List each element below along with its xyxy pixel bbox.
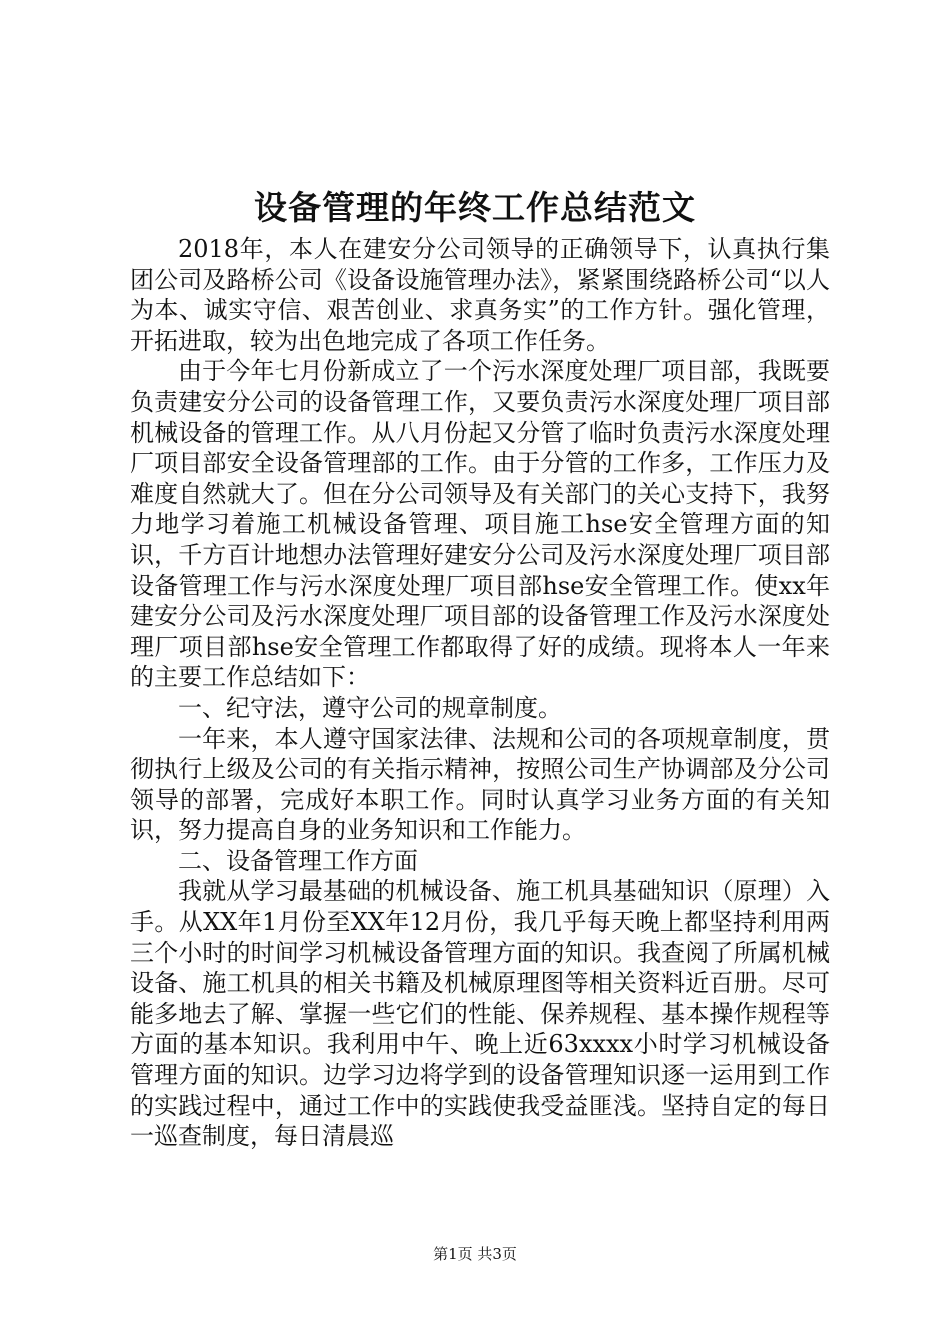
section-heading-discipline: 一、纪守法，遵守公司的规章制度。 — [178, 693, 562, 722]
document-title: 设备管理的年终工作总结范文 — [254, 188, 696, 227]
paragraph-discipline: 一年来，本人遵守国家法律、法规和公司的各项规章制度，贯彻执行上级及公司的有关指示精神，按照公司生产协调部及分公司领导的部署，完成好本职工作。同时认真学习业务方面的有关知识，努力提高自身的业务知识和工作能力。 — [130, 724, 830, 845]
paragraph-equipment: 我就从学习最基础的机械设备、施工机具基础知识（原理）入手。从XX年1月份至XX年12月份，我几乎每天晚上都坚持利用两三个小时的时间学习机械设备管理方面的知识。我查阅了所属机械设备、施工机具的相关书籍及机械原理图等相关资料近百册。尽可能多地去了解、掌握一些它们的性能、保养规程、基本操作规程等方面的基本知识。我利用中午、晚上近63xxxx小时学习机械设备管理方面的知识。边学习边将学到的设备管理知识逐一运用到工作的实践过程中，通过工作中的实践使我受益匪浅。坚持自定的每日一巡查制度，每日清晨巡 — [130, 877, 830, 1151]
section-heading-equipment: 二、设备管理工作方面 — [178, 846, 418, 875]
paragraph-background: 由于今年七月份新成立了一个污水深度处理厂项目部，我既要负责建安分公司的设备管理工作，又要负责污水深度处理厂项目部机械设备的管理工作。从八月份起又分管了临时负责污水深度处理厂项目部安全设备管理部的工作。由于分管的工作多，工作压力及难度自然就大了。但在分公司领导及有关部门的关心支持下，我努力地学习着施工机械设备管理、项目施工hse安全管理方面的知识，千方百计地想办法管理好建安分公司及污水深度处理厂项目部设备管理工作与污水深度处理厂项目部hse安全管理工作。使xx年建安分公司及污水深度处理厂项目部的设备管理工作及污水深度处理厂项目部hse安全管理工作都取得了好的成绩。现将本人一年来的主要工作总结如下： — [130, 357, 830, 692]
document-body — [130, 234, 830, 1152]
page-number-footer: 第1页 共3页 — [433, 1245, 517, 1263]
paragraph-intro: 2018年，本人在建安分公司领导的正确领导下，认真执行集团公司及路桥公司《设备设施管理办法》，紧紧围绕路桥公司“以人为本、诚实守信、艰苦创业、求真务实”的工作方针。强化管理，开拓进取，较为出色地完成了各项工作任务。 — [130, 235, 830, 355]
